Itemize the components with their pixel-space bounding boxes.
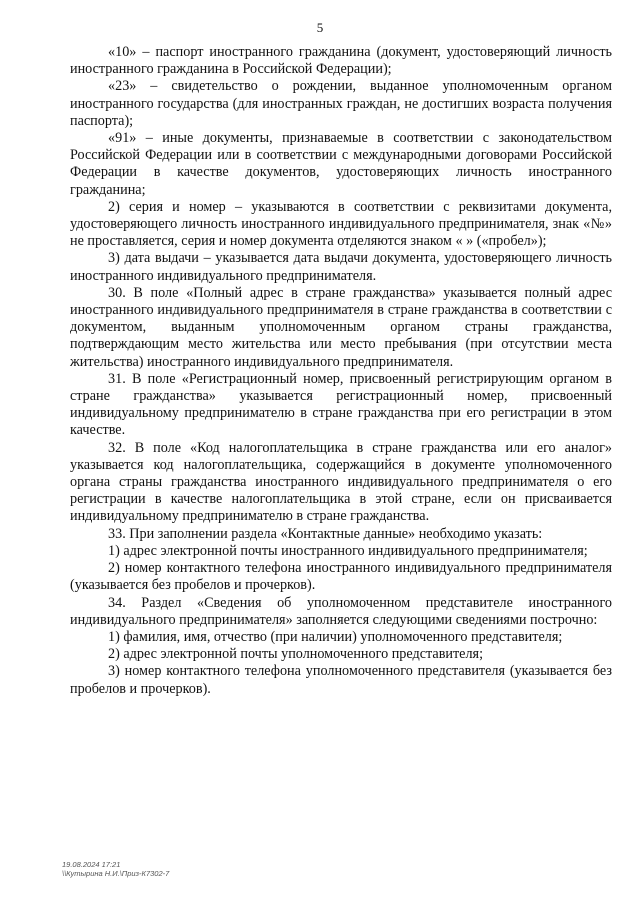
paragraph: 1) адрес электронной почты иностранного индивидуального предпринимателя; (108, 542, 588, 559)
paragraph: 31. В поле «Регистрационный номер, присвоенный регистрирующим органом в стране гражданства» указывается регистрационный номер, присвоенный индивидуальному предпринимателю в стране гражданства при его регистрации в этом качестве. (70, 370, 612, 439)
paragraph: 32. В поле «Код налогоплательщика в стране гражданства или его аналог» указывается код налогоплательщика, содержащийся в документе уполномоченного органа страны гражданства иностранного индивидуального предпринимателя о его регистрации в качестве налогоплательщика в этой стране, если он присваивается индивидуальному предпринимателю в стране гражданства. (70, 439, 612, 525)
paragraph: 33. При заполнении раздела «Контактные данные» необходимо указать: (108, 525, 543, 542)
paragraph: 3) номер контактного телефона уполномоченного представителя (указывается без пробелов и прочерков). (70, 663, 612, 697)
paragraph: 1) фамилия, имя, отчество (при наличии) уполномоченного представителя; (108, 628, 563, 645)
paragraph: 34. Раздел «Сведения об уполномоченном представителе иностранного индивидуального предпринимателя» заполняется следующими сведениями построчно: (70, 594, 612, 628)
page-number: 5 (316, 20, 324, 35)
paragraph: 2) серия и номер – указываются в соответствии с реквизитами документа, удостоверяющего личность иностранного индивидуального предпринимателя, знак «№» не проставляется, серия и номер документа отделяются знаком « » («пробел»); (70, 198, 612, 250)
paragraph: «91» – иные документы, признаваемые в соответствии с законодательством Российской Федерации или в соответствии с международными договорами Российской Федерации в качестве документов, удостоверяющих личность иностранного гражданина; (70, 130, 612, 198)
paragraph: 3) дата выдачи – указывается дата выдачи документа, удостоверяющего личность иностранного индивидуального предпринимателя. (70, 250, 612, 284)
footer-file-ref: \\Кутырина Н.И.\Приз-К7302-7 (62, 869, 170, 878)
document-body (70, 44, 612, 698)
footer-timestamp: 19.08.2024 17:21 (62, 860, 121, 869)
paragraph: 2) адрес электронной почты уполномоченного представителя; (108, 646, 484, 663)
paragraph: «23» – свидетельство о рождении, выданное уполномоченным органом иностранного государства (для иностранных граждан, не достигших возраста получения паспорта); (70, 78, 612, 129)
document-footer (62, 860, 169, 878)
paragraph: 2) номер контактного телефона иностранного индивидуального предпринимателя (указывается без пробелов и прочерков). (70, 560, 612, 594)
paragraph: «10» – паспорт иностранного гражданина (документ, удостоверяющий личность иностранного гражданина в Российской Федерации); (70, 44, 612, 78)
paragraph: 30. В поле «Полный адрес в стране гражданства» указывается полный адрес иностранного индивидуального предпринимателя в стране гражданства в соответствии с документом, выданным уполномоченным органом страны гражданства, подтверждающим место жительства или место пребывания (при отсутствии места жительства) иностранного индивидуального предпринимателя. (70, 284, 612, 370)
